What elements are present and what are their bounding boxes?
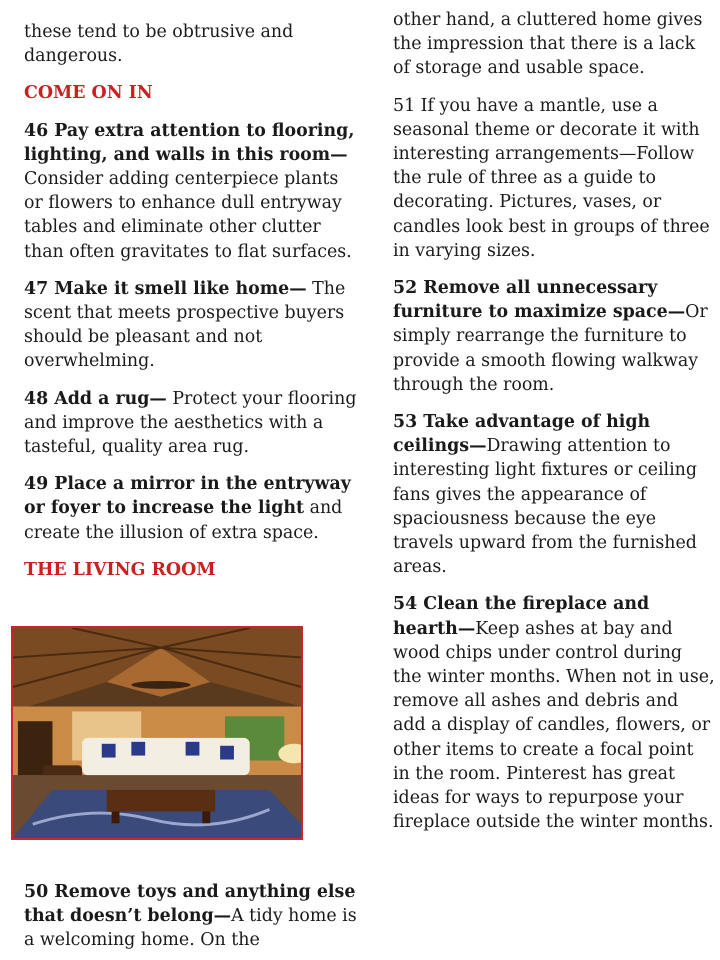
- tip-49: [24, 472, 358, 545]
- tip-52: [393, 276, 715, 397]
- living-room-photo: [11, 626, 303, 840]
- living-room-illustration: [13, 628, 301, 838]
- tip-48: [24, 387, 358, 460]
- tip-46-body: Consider adding centerpiece plants or flowers to enhance dull entryway tables and eliminate other clutter than often gravitates to flat surfaces.: [24, 169, 352, 262]
- tip-48-body: Protect your flooring and improve the aesthetics with a tasteful, quality area rug.: [24, 388, 357, 458]
- tip-52-body: Or simply rearrange the furniture to provide a smooth flowing walkway through the room.: [393, 302, 708, 395]
- tip-53-title: 53 Take advantage of high ceilings—: [393, 412, 651, 457]
- tip-53: [393, 410, 715, 579]
- tip-46-title: 46 Pay extra attention to flooring, lighting, and walls in this room—: [24, 120, 355, 165]
- tip-48-title: 48 Add a rug—: [24, 388, 167, 409]
- tip-47-title: 47 Make it smell like home—: [24, 278, 307, 299]
- tip-47-body: The scent that meets prospective buyers should be pleasant and not overwhelming.: [24, 278, 346, 372]
- tip-54: [393, 592, 715, 834]
- tip-50-body: A tidy home is a welcoming home. On the: [24, 906, 357, 951]
- tip-46: [24, 119, 358, 264]
- tip-54-body: Keep ashes at bay and wood chips under control during the winter months. When not in use, remove all ashes and debris and add a display of candles, flowers, or other items to create a focal point in the room. Pinterest has great ideas for ways to repurpose your fireplace outside the winter months.: [393, 618, 715, 833]
- tip-54-title: 54 Clean the fireplace and hearth—: [393, 594, 650, 639]
- tip-50: [24, 880, 358, 953]
- tip-49-body: and create the illusion of extra space.: [24, 498, 343, 543]
- tip-53-body: Drawing attention to interesting light fixtures or ceiling fans gives the appearance of spaciousness because the eye travels upward from the furnished areas.: [393, 436, 697, 578]
- tip-49-title: 49 Place a mirror in the entryway or foyer to increase the light: [24, 474, 351, 519]
- section-heading-living-room: THE LIVING ROOM: [24, 559, 216, 580]
- tip-51: 51 If you have a mantle, use a seasonal theme or decorate it with interesting arrangements—Follow the rule of three as a guide to decorating. Pictures, vases, or candles look best in groups of three in varying sizes.: [393, 95, 710, 261]
- right-column: [393, 0, 715, 848]
- intro-paragraph: these tend to be obtrusive and dangerous.: [24, 22, 294, 67]
- tip-47: [24, 277, 358, 374]
- continued-paragraph: other hand, a cluttered home gives the impression that there is a lack of storage and usable space.: [393, 10, 703, 79]
- tip-52-title: 52 Remove all unnecessary furniture to maximize space—: [393, 278, 686, 323]
- left-column: [24, 0, 358, 951]
- section-heading-come-on-in: COME ON IN: [24, 83, 153, 104]
- tip-50-title: 50 Remove toys and anything else that doesn’t belong—: [24, 882, 356, 927]
